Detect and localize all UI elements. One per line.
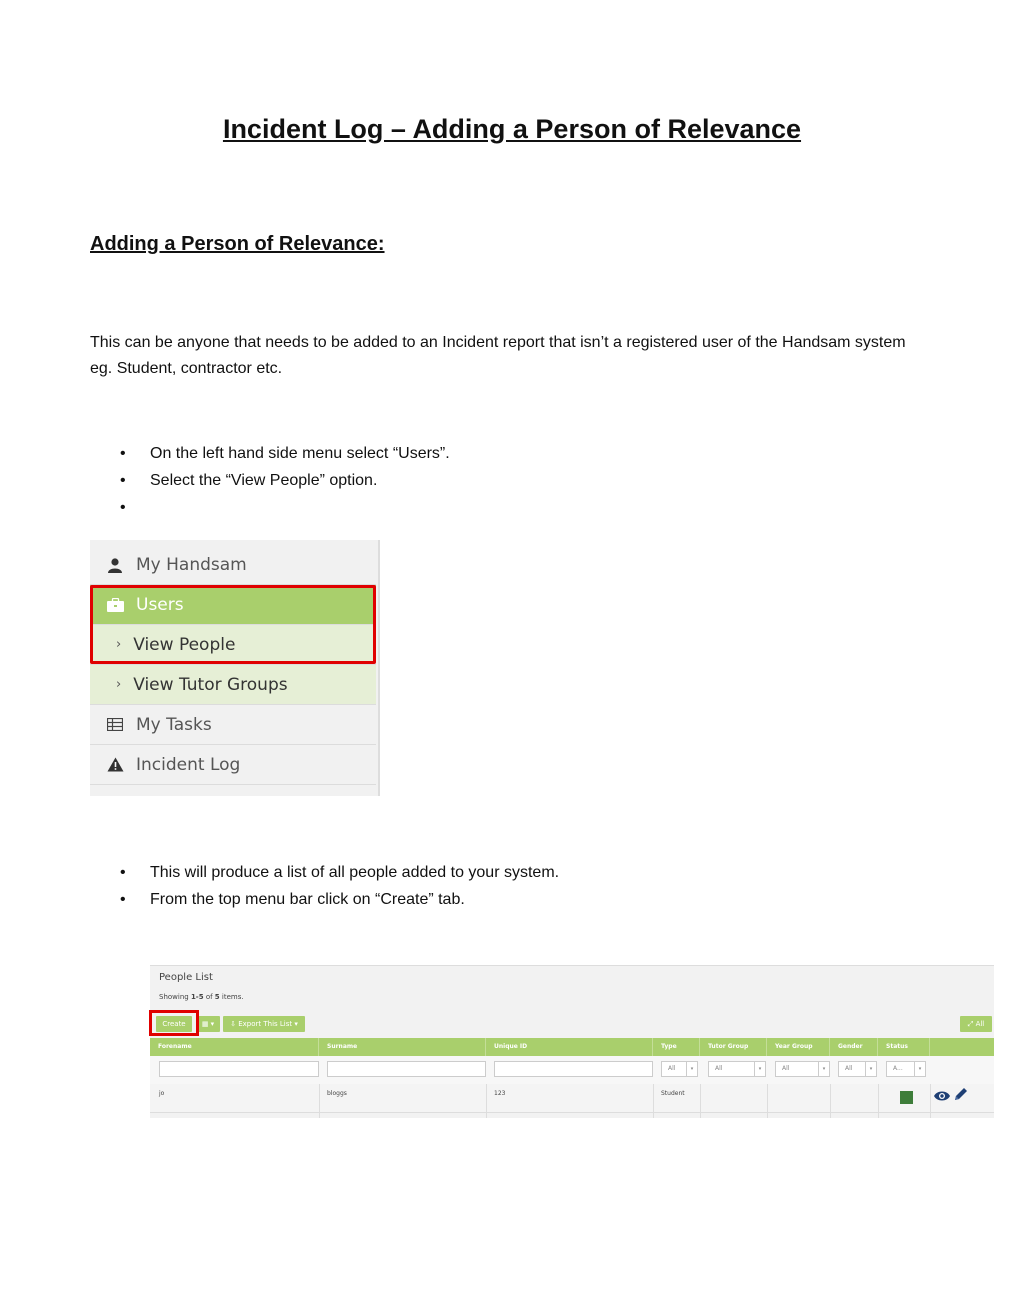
edit-pencil-icon[interactable] <box>953 1086 969 1106</box>
bullet-item: • On the left hand side menu select “Users”. <box>120 445 450 462</box>
col-surname[interactable]: Surname <box>319 1038 486 1056</box>
intro-paragraph: This can be anyone that needs to be added to an Incident report that isn’t a registered user of the Handsam system eg. Student, contractor etc. <box>90 334 906 377</box>
cell-unique-id: 123 <box>494 1090 506 1097</box>
cell-surname: bloggs <box>327 1090 347 1097</box>
caret-down-icon: ▾ <box>754 1062 765 1076</box>
people-list-screenshot <box>150 965 994 1118</box>
bullet-item: • This will produce a list of all people added to your system. <box>120 864 560 881</box>
export-button[interactable]: ⇩ Export This List ▾ <box>223 1016 305 1032</box>
caret-down-icon: ▾ <box>292 1020 298 1028</box>
tutor-group-filter-select[interactable]: All ▾ <box>708 1061 766 1077</box>
bullet-item: • From the top menu bar click on “Create” tab. <box>120 891 465 908</box>
unique-id-filter-input[interactable] <box>494 1061 653 1077</box>
sidebar-item-label: My Tasks <box>136 714 212 735</box>
filter-row <box>150 1056 994 1085</box>
table-icon <box>106 718 124 731</box>
forename-filter-input[interactable] <box>159 1061 319 1077</box>
chevron-right-icon: › <box>116 677 122 692</box>
caret-down-icon: ▾ <box>818 1062 829 1076</box>
col-actions <box>930 1038 994 1056</box>
status-indicator <box>900 1091 913 1104</box>
bullet-item: • <box>120 499 126 516</box>
col-tutor-group[interactable]: Tutor Group <box>700 1038 767 1056</box>
table-header <box>150 1038 994 1056</box>
gender-filter-select[interactable]: All ▾ <box>838 1061 877 1077</box>
year-group-filter-select[interactable]: All ▾ <box>775 1061 830 1077</box>
warning-icon <box>106 757 124 772</box>
sidebar-item-view-tutor-groups[interactable] <box>90 665 376 705</box>
sidebar-item-my-tasks[interactable] <box>90 705 376 745</box>
col-year-group[interactable]: Year Group <box>767 1038 830 1056</box>
sidebar-item-my-handsam[interactable] <box>90 545 376 585</box>
caret-down-icon: ▾ <box>686 1062 697 1076</box>
chevron-right-icon: › <box>116 637 122 652</box>
col-type[interactable]: Type <box>653 1038 700 1056</box>
col-unique-id[interactable]: Unique ID <box>486 1038 653 1056</box>
cell-type: Student <box>661 1090 685 1097</box>
sidebar-item-label: View Tutor Groups <box>133 674 288 695</box>
status-filter-select[interactable]: A... ▾ <box>886 1061 926 1077</box>
cell-forename: jo <box>159 1090 165 1097</box>
grid-view-button[interactable] <box>196 1016 220 1032</box>
page-title: Incident Log – Adding a Person of Relevance <box>222 114 802 144</box>
view-eye-icon[interactable] <box>933 1087 951 1106</box>
expand-all-button[interactable]: ⤢ All <box>960 1016 992 1032</box>
highlight-box-create <box>149 1010 199 1036</box>
caret-down-icon: ▾ <box>865 1062 876 1076</box>
highlight-box-users <box>90 585 376 664</box>
caret-down-icon: ▾ <box>914 1062 925 1076</box>
sidebar-item-label: My Handsam <box>136 554 247 575</box>
sidebar-item-label: Incident Log <box>136 754 241 775</box>
col-gender[interactable]: Gender <box>830 1038 878 1056</box>
section-heading: Adding a Person of Relevance: <box>90 233 385 255</box>
table-row[interactable] <box>150 1084 994 1113</box>
col-status[interactable]: Status <box>878 1038 930 1056</box>
col-forename[interactable]: Forename <box>150 1038 319 1056</box>
bullet-item: • Select the “View People” option. <box>120 472 378 489</box>
create-button[interactable]: Create <box>156 1016 192 1032</box>
showing-count: Showing 1-5 of 5 items. <box>159 993 244 1001</box>
sidebar-item-label: Users <box>136 594 184 615</box>
sidebar-item-incident-log[interactable] <box>90 745 376 785</box>
type-filter-select[interactable]: All ▾ <box>661 1061 698 1077</box>
people-list-title: People List <box>159 972 213 983</box>
expand-icon: ⤢ <box>967 1020 976 1028</box>
sidebar-item-label: View People <box>133 634 236 655</box>
sidebar-menu-screenshot <box>90 540 380 796</box>
surname-filter-input[interactable] <box>327 1061 486 1077</box>
grid-icon: ▦ ▾ <box>201 1020 215 1028</box>
export-icon: ⇩ <box>230 1020 239 1028</box>
user-icon <box>106 557 124 573</box>
